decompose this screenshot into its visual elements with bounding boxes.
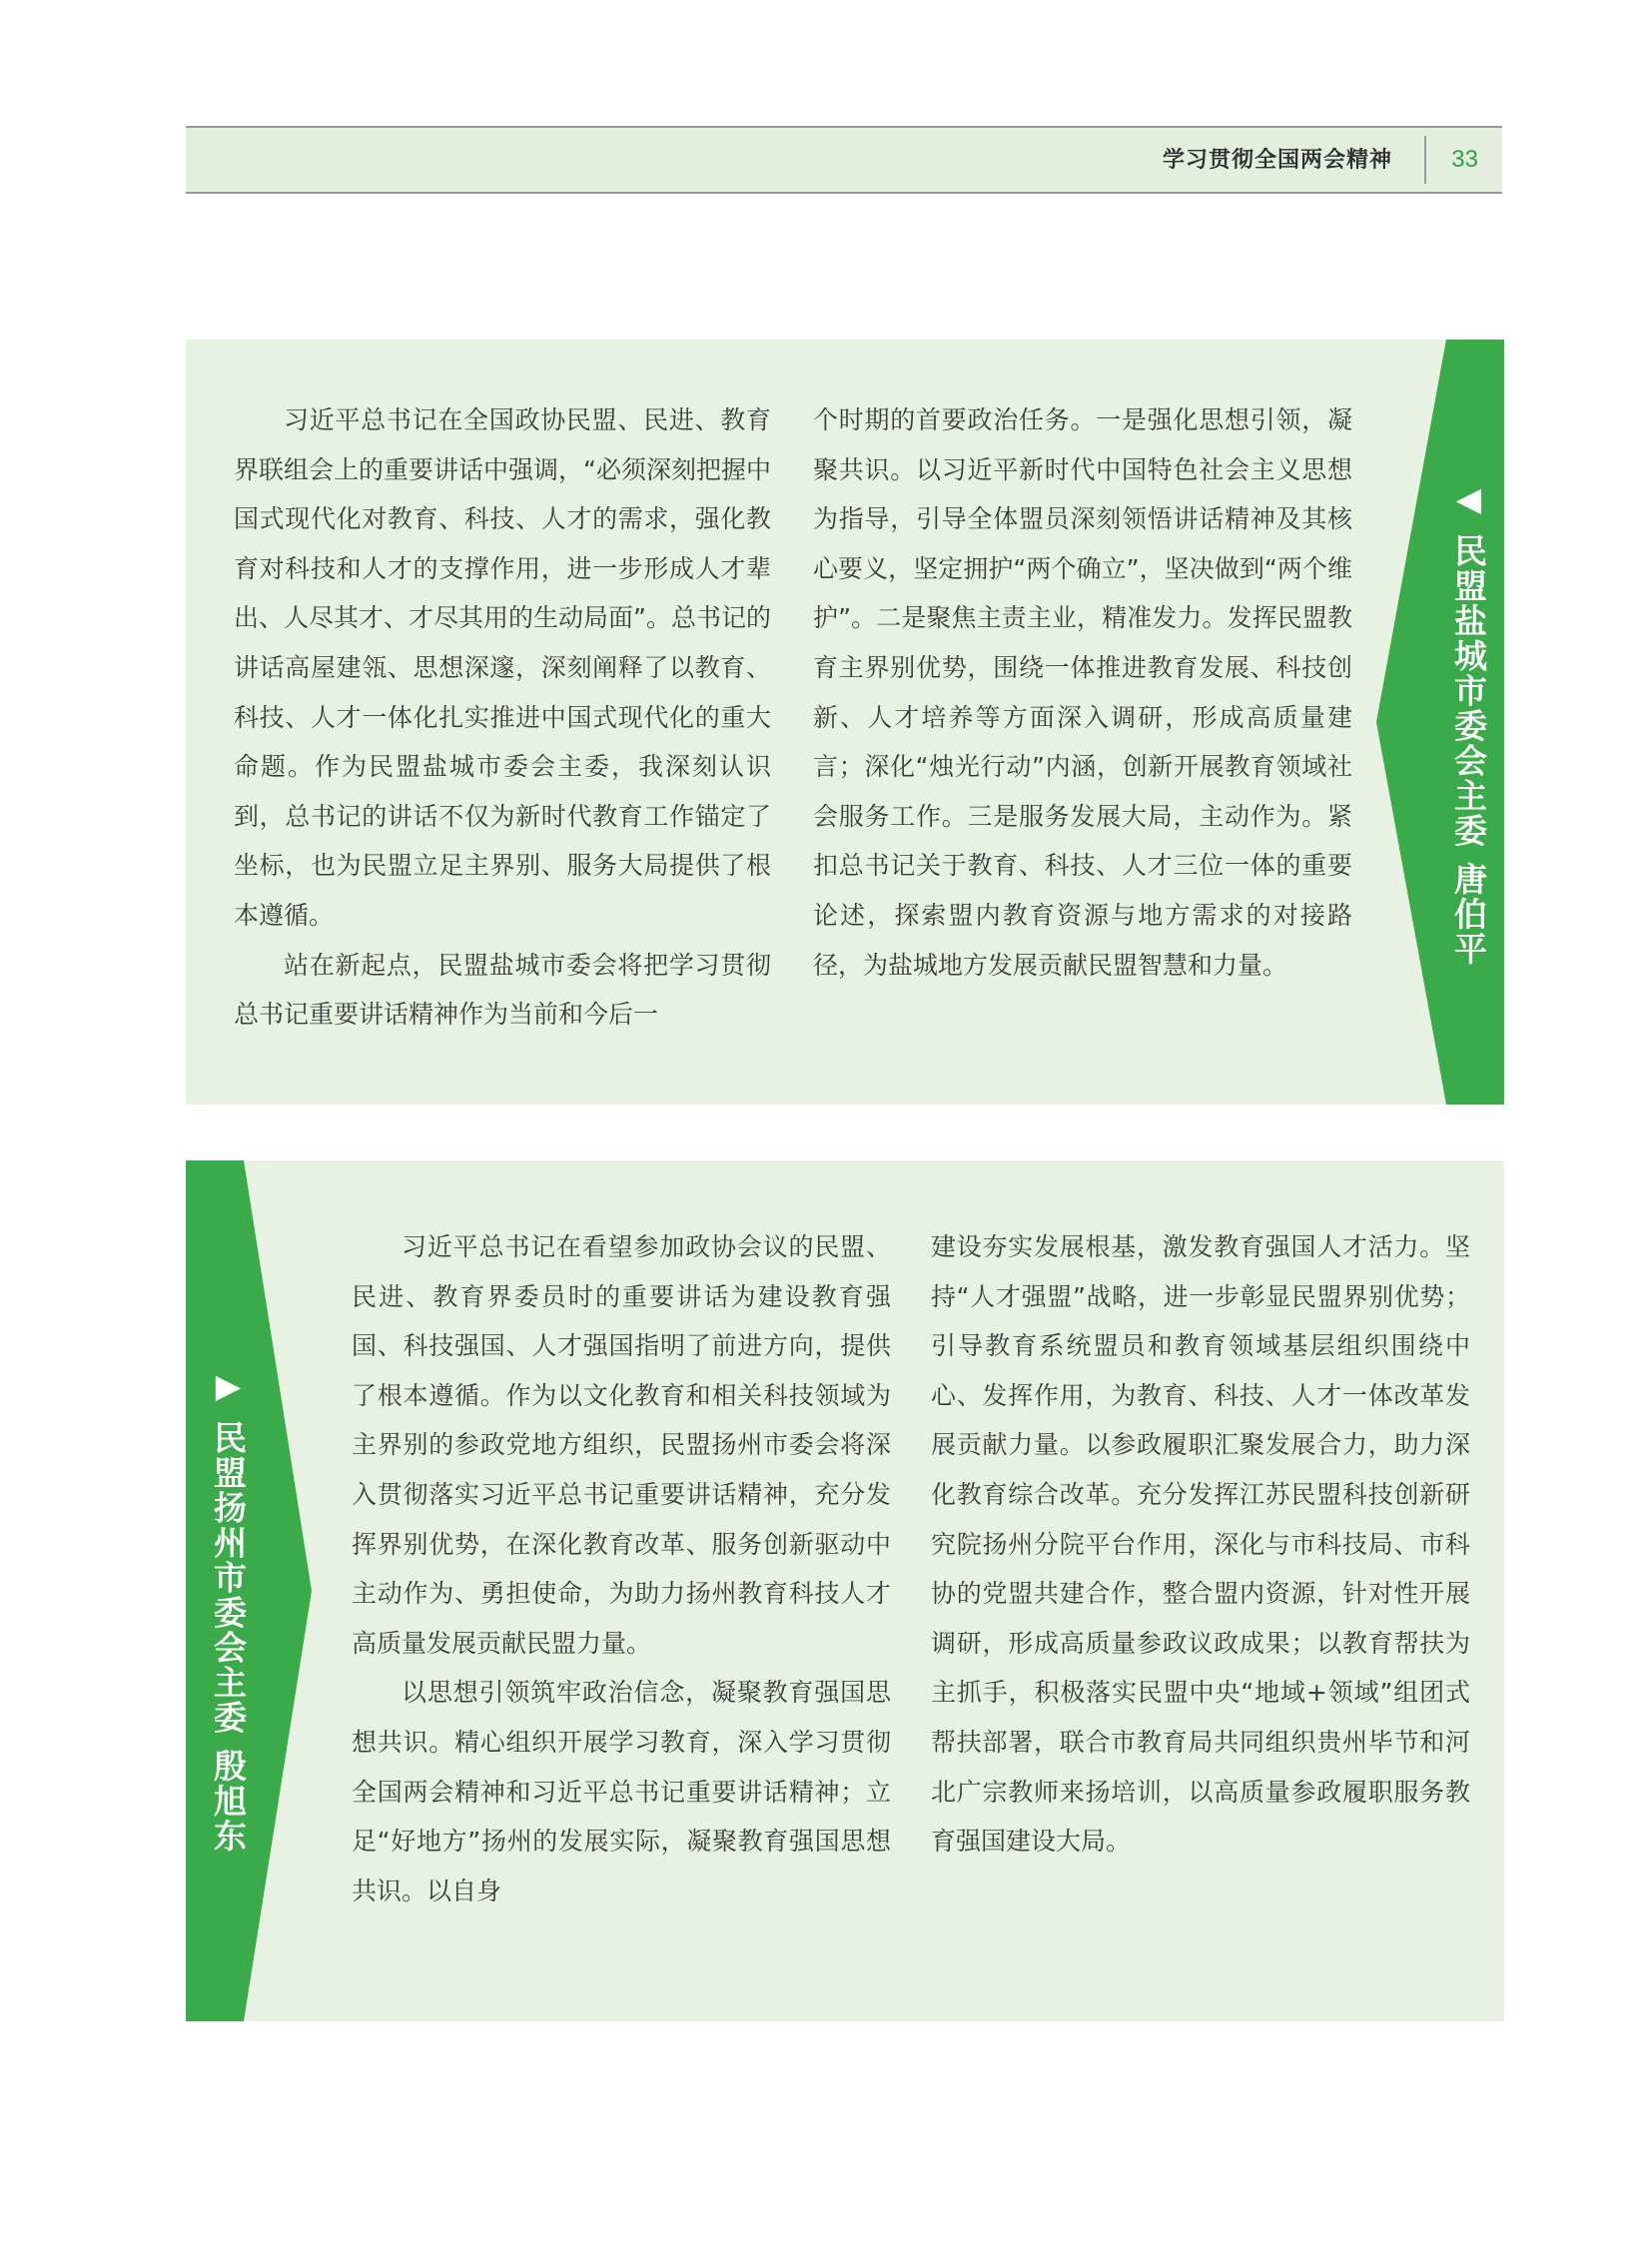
paragraph: 站在新起点，民盟盐城市委会将把学习贯彻总书记重要讲话精神作为当前和今后一 [234, 950, 771, 1030]
author-label: ▶ 民盟扬州市委会主委 殷旭东 [209, 1366, 248, 1854]
page-number: 33 [1451, 146, 1478, 173]
text-column-left [352, 1222, 891, 1915]
paragraph: 习近平总书记在看望参加政协会议的民盟、民进、教育界委员时的重要讲话为建设教育强国、科技强国、人才强国指明了前进方向，提供了根本遵循。作为以文化教育和相关科技领域为主界别的参政党地方组织，民盟扬州市委会将深入贯彻落实习近平总书记重要讲话精神，充分发挥界别优势，在深化教育改革、服务创新驱动中主动作为、勇担使命，为助力扬州教育科技人才高质量发展贡献民盟力量。 [352, 1232, 891, 1658]
paragraph: 个时期的首要政治任务。一是强化思想引领，凝聚共识。以习近平新时代中国特色社会主义思想为指导，引导全体盟员深刻领悟讲话精神及其核心要义，坚定拥护“两个确立”，坚决做到“两个维护”。二是聚焦主责主业，精准发力。发挥民盟教育主界别优势，围绕一体推进教育发展、科技创新、人才培养等方面深入调研，形成高质量建言；深化“烛光行动”内涵，创新开展教育领域社会服务工作。三是服务发展大局，主动作为。紧扣总书记关于教育、科技、人才三位一体的重要论述，探索盟内教育资源与地方需求的对接路径，为盐城地方发展贡献民盟智慧和力量。 [813, 405, 1352, 980]
page-header [186, 126, 1502, 194]
paragraph: 以思想引领筑牢政治信念，凝聚教育强国思想共识。精心组织开展学习教育，深入学习贯彻全国两会精神和习近平总书记重要讲话精神；立足“好地方”扬州的发展实际，凝聚教育强国思想共识。以自身 [352, 1678, 891, 1905]
paragraph: 习近平总书记在全国政协民盟、民进、教育界联组会上的重要讲话中强调，“必须深刻把握中国式现代化对教育、科技、人才的需求，强化教育对科技和人才的支撑作用，进一步形成人才辈出、人尽其才、才尽其用的生动局面”。总书记的讲话高屋建瓴、思想深邃，深刻阐释了以教育、科技、人才一体化扎实推进中国式现代化的重大命题。作为民盟盐城市委会主委，我深刻认识到，总书记的讲话不仅为新时代教育工作锚定了坐标，也为民盟立足主界别、服务大局提供了根本遵循。 [234, 405, 771, 930]
text-column-right [813, 395, 1352, 990]
article-section-yancheng [186, 340, 1504, 1105]
running-title: 学习贯彻全国两会精神 [1162, 147, 1392, 173]
text-column-right [931, 1222, 1470, 1867]
text-column-left [234, 395, 771, 1040]
article-section-yangzhou [186, 1160, 1504, 2021]
header-divider [1424, 136, 1426, 184]
green-arrow-banner [186, 1160, 312, 2021]
paragraph: 建设夯实发展根基，激发教育强国人才活力。坚持“人才强盟”战略，进一步彰显民盟界别优势；引导教育系统盟员和教育领域基层组织围绕中心、发挥作用，为教育、科技、人才一体改革发展贡献力量。以参政履职汇聚发展合力，助力深化教育综合改革。充分发挥江苏民盟科技创新研究院扬州分院平台作用，深化与市科技局、市科协的党盟共建合作，整合盟内资源，针对性开展调研，形成高质量参政议政成果；以教育帮扶为主抓手，积极落实民盟中央“地域+领域”组团式帮扶部署，联合市教育局共同组织贵州毕节和河北广宗教师来扬培训，以高质量参政履职服务教育强国建设大局。 [931, 1232, 1470, 1857]
author-label: ◀ 民盟盐城市委会主委 唐伯平 [1449, 479, 1488, 967]
